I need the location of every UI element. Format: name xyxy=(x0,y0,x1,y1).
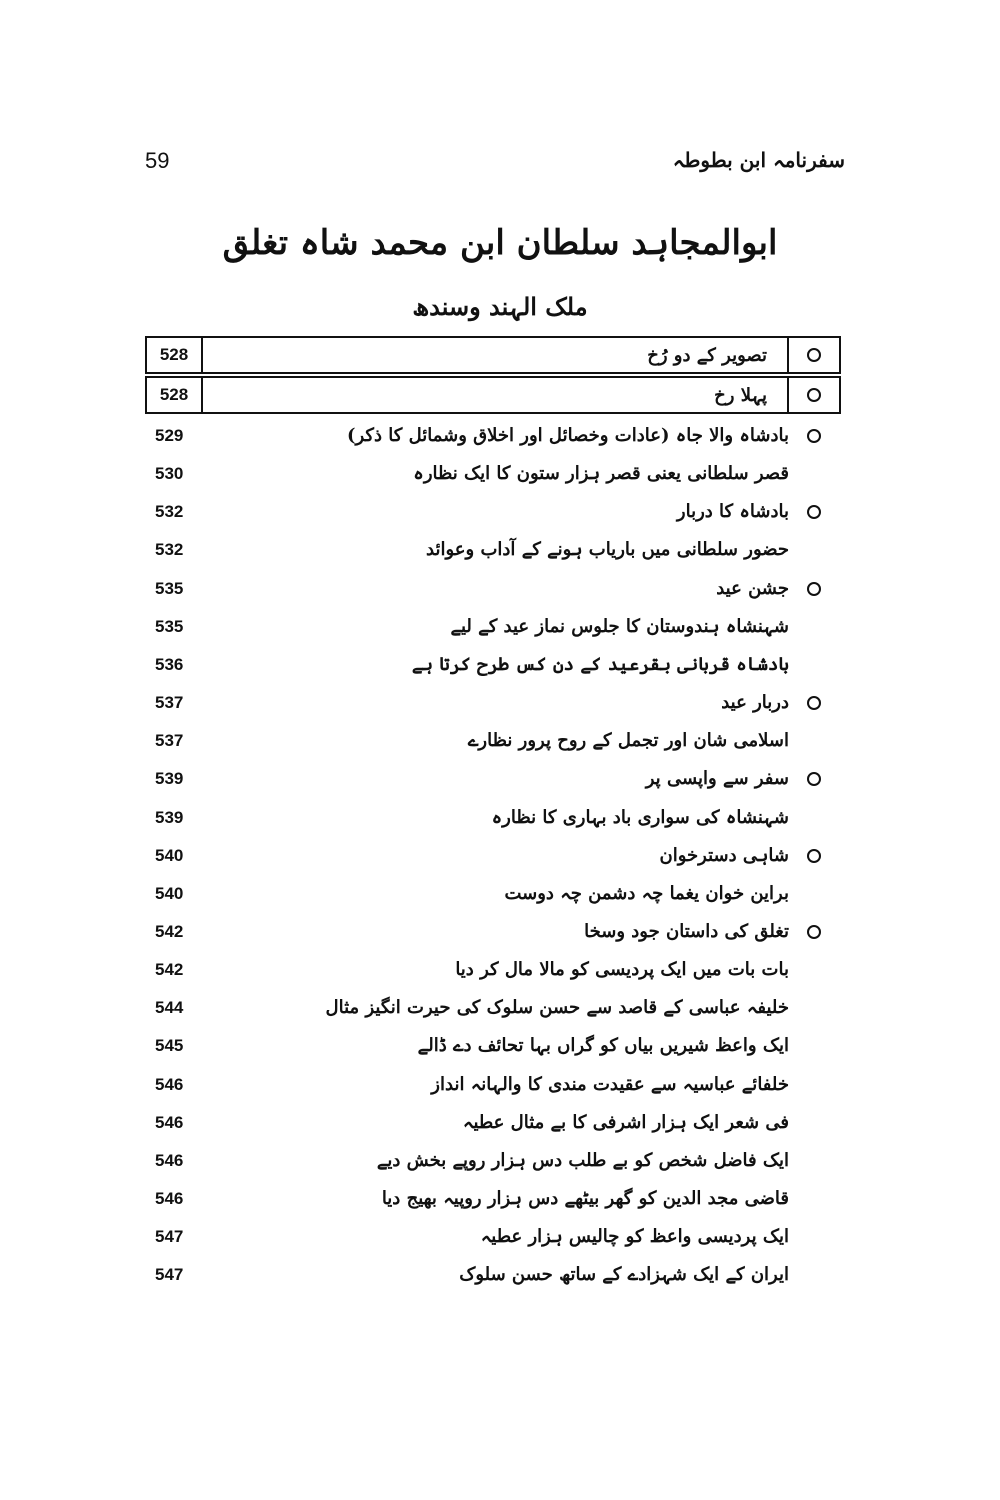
book-title: سفرنامہ ابن بطوطہ xyxy=(672,148,845,172)
circle-bullet-icon xyxy=(807,696,821,710)
toc-entry-text: بادشاہ کا دربار xyxy=(676,501,789,522)
circle-bullet-icon xyxy=(807,505,821,519)
toc-entry xyxy=(145,1257,841,1293)
toc-page-number: 535 xyxy=(155,617,184,636)
toc-entry xyxy=(145,876,841,912)
toc-page-number: 532 xyxy=(155,540,184,559)
toc-entry-text: ایک پردیسی واعظ کو چالیس ہزار عطیہ xyxy=(480,1226,789,1247)
toc-entry-text: سفر سے واپسی پر xyxy=(645,768,789,789)
toc-page-number: 535 xyxy=(155,579,184,598)
toc-page-number: 542 xyxy=(155,960,184,979)
toc-page-number: 546 xyxy=(155,1189,184,1208)
toc-entry-text: جشن عید xyxy=(716,578,789,599)
toc-page-number: 546 xyxy=(155,1151,184,1170)
circle-bullet-icon xyxy=(807,772,821,786)
running-head xyxy=(145,148,845,182)
toc-entry-text: تصویر کے دو رُخ xyxy=(647,344,767,366)
toc-page-number: 540 xyxy=(155,846,184,865)
toc-entry-text: براین خوان یغما چہ دشمن چہ دوست xyxy=(504,883,789,904)
toc-entry xyxy=(145,1067,841,1103)
toc-entry-text: بادشاہ والا جاہ (عادات وخصائل اور اخلاق وشمائل کا ذکر) xyxy=(346,425,789,446)
toc-entry-text: بادشاہ قربانی بقرعید کے دن کس طرح کرتا ہے xyxy=(411,654,789,675)
toc-entry xyxy=(145,456,841,492)
circle-bullet-icon xyxy=(807,348,821,362)
toc-entry-text: اسلامی شان اور تجمل کے روح پرور نظارے xyxy=(467,730,789,751)
toc-page-number: 537 xyxy=(155,693,184,712)
toc-entry-text: دربار عید xyxy=(721,692,789,713)
toc-entry xyxy=(145,1028,841,1064)
circle-bullet-icon xyxy=(807,582,821,596)
toc-entry-text: قاضی مجد الدین کو گھر بیٹھے دس ہزار روپیہ بھیج دیا xyxy=(381,1188,789,1209)
bullet-circle-cell xyxy=(787,338,839,372)
toc-page-number: 532 xyxy=(155,502,184,521)
toc-entry-text: بات بات میں ایک پردیسی کو مالا مال کر دیا xyxy=(455,959,789,980)
toc-entry-text: تغلق کی داستان جود وسخا xyxy=(584,921,789,942)
toc-page-number: 539 xyxy=(155,769,184,788)
toc-entry xyxy=(145,647,841,683)
toc-entry xyxy=(145,571,841,607)
bullet-circle-cell xyxy=(787,378,839,412)
toc-boxed-entry xyxy=(145,376,841,414)
toc-entry xyxy=(145,1219,841,1255)
toc-page-number: 528 xyxy=(147,338,203,372)
toc-page-number: 529 xyxy=(155,426,184,445)
toc-page-number: 546 xyxy=(155,1113,184,1132)
toc-entry xyxy=(145,1105,841,1141)
toc-entry xyxy=(145,723,841,759)
toc-entry-text: شاہی دسترخوان xyxy=(659,845,789,866)
toc-entry-text: پہلا رخ xyxy=(714,384,767,406)
circle-bullet-icon xyxy=(807,925,821,939)
toc-page-number: 537 xyxy=(155,731,184,750)
toc-entry-text: شہنشاہ کی سواری باد بہاری کا نظارہ xyxy=(491,807,789,828)
toc-boxed-entry xyxy=(145,336,841,374)
toc-page-number: 530 xyxy=(155,464,184,483)
toc-entry-text: خلیفہ عباسی کے قاصد سے حسن سلوک کی حیرت انگیز مثال xyxy=(325,997,789,1018)
toc-entry xyxy=(145,685,841,721)
toc-page-number: 528 xyxy=(147,378,203,412)
toc-entry xyxy=(145,418,841,454)
circle-bullet-icon xyxy=(807,388,821,402)
toc-entry xyxy=(145,914,841,950)
toc-entry xyxy=(145,1181,841,1217)
toc-entry-text: حضور سلطانی میں باریاب ہونے کے آداب وعوائد xyxy=(426,539,789,560)
circle-bullet-icon xyxy=(807,849,821,863)
toc-page-number: 546 xyxy=(155,1075,184,1094)
toc-entry xyxy=(145,838,841,874)
toc-entry xyxy=(145,990,841,1026)
toc-page-number: 544 xyxy=(155,998,184,1017)
toc-page-number: 545 xyxy=(155,1036,184,1055)
toc-entry-text: ایران کے ایک شہزادے کے ساتھ حسن سلوک xyxy=(459,1264,789,1285)
toc-page-number: 542 xyxy=(155,922,184,941)
toc-entry xyxy=(145,609,841,645)
page-number: 59 xyxy=(145,148,170,173)
toc-entry xyxy=(145,532,841,568)
toc-page-number: 547 xyxy=(155,1265,184,1284)
toc-entry-text: خلفائے عباسیہ سے عقیدت مندی کا والہانہ انداز xyxy=(431,1074,789,1095)
section-title: ملک الہند وسندھ xyxy=(412,292,588,321)
toc-entry-text: شہنشاہ ہندوستان کا جلوس نماز عید کے لیے xyxy=(450,616,789,637)
toc-entry xyxy=(145,800,841,836)
toc-entry-text: ایک فاضل شخص کو بے طلب دس ہزار روپے بخش دیے xyxy=(376,1150,789,1171)
toc-page-number: 540 xyxy=(155,884,184,903)
toc-entry xyxy=(145,494,841,530)
toc-entry xyxy=(145,952,841,988)
toc-page-number: 539 xyxy=(155,808,184,827)
toc-entry xyxy=(145,761,841,797)
toc-entry-text: فی شعر ایک ہزار اشرفی کا بے مثال عطیہ xyxy=(462,1112,789,1133)
toc-entry xyxy=(145,1143,841,1179)
toc-page-number: 536 xyxy=(155,655,184,674)
chapter-title: ابوالمجاہد سلطان ابن محمد شاہ تغلق xyxy=(222,223,778,263)
toc-entry-text: قصر سلطانی یعنی قصر ہزار ستون کا ایک نظارہ xyxy=(413,463,789,484)
toc-entry-text: ایک واعظ شیریں بیاں کو گراں بہا تحائف دے ڈالے xyxy=(417,1035,789,1056)
toc-page-number: 547 xyxy=(155,1227,184,1246)
circle-bullet-icon xyxy=(807,429,821,443)
